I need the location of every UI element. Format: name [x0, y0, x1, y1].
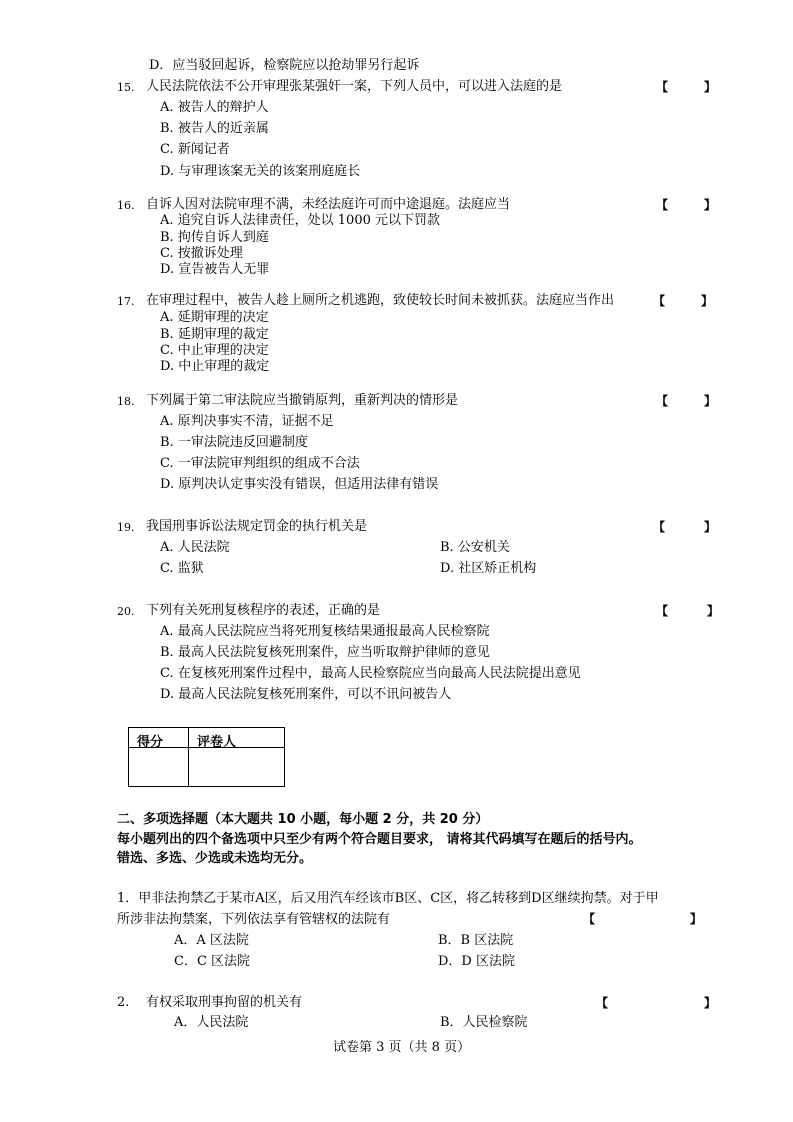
question-18-bracket-open: 【	[656, 394, 669, 408]
mc-question-2-option-b: B．人民检察院	[440, 1015, 528, 1030]
question-17-bracket-open: 【	[653, 294, 666, 308]
mc-question-2-bracket-open: 【	[596, 996, 609, 1010]
question-19-option-b: B. 公安机关	[440, 540, 510, 555]
question-17-bracket-close: 】	[701, 294, 714, 308]
question-20-option-b: B. 最高人民法院复核死刑案件，应当听取辩护律师的意见	[160, 645, 490, 660]
question-17-option-d: D. 中止审理的裁定	[160, 359, 270, 374]
score-table	[128, 727, 285, 787]
question-19-text: 我国刑事诉讼法规定罚金的执行机关是	[146, 519, 368, 534]
section-2-instruction-line2: 错选、多选、少选或未选均无分。	[117, 851, 313, 866]
question-17-text: 在审理过程中，被告人趁上厕所之机逃跑，致使较长时间未被抓获。法庭应当作出	[146, 293, 615, 308]
score-table-header-grader: 评卷人	[197, 735, 237, 750]
question-17-option-a: A. 延期审理的决定	[160, 310, 269, 325]
mc-question-1-line1: 1．甲非法拘禁乙于某市A区，后又用汽车经该市B区、C区，将乙转移到D区继续拘禁。对于甲	[117, 891, 659, 906]
question-19-bracket-open: 【	[653, 520, 666, 534]
question-18-number: 18.	[117, 395, 135, 408]
score-table-header-score: 得分	[137, 735, 164, 750]
question-16-option-b: B. 拘传自诉人到庭	[160, 230, 269, 245]
question-16-option-d: D. 宣告被告人无罪	[160, 262, 270, 277]
question-18-text: 下列属于第二审法院应当撤销原判，重新判决的情形是	[146, 393, 459, 408]
question-17-number: 17.	[117, 295, 135, 308]
question-19-option-a: A. 人民法院	[160, 540, 230, 555]
question-16-bracket-close: 】	[704, 198, 717, 212]
question-16-text: 自诉人因对法院审理不满，未经法庭许可而中途退庭。法庭应当	[146, 197, 511, 212]
question-17-option-c: C. 中止审理的决定	[160, 343, 269, 358]
question-18-option-c: C. 一审法院审判组织的组成不合法	[160, 456, 360, 471]
mc-question-1-option-c: C．C 区法院	[174, 954, 251, 969]
question-20-number: 20.	[117, 605, 135, 618]
question-15-bracket-close: 】	[704, 80, 717, 94]
question-20-bracket-close: 】	[707, 604, 720, 618]
question-15-text: 人民法院依法不公开审理张某强奸一案，下列人员中，可以进入法庭的是	[146, 79, 563, 94]
question-19-option-d: D. 社区矫正机构	[440, 561, 537, 576]
question-15-option-a: A. 被告人的辩护人	[160, 100, 269, 115]
question-18-bracket-close: 】	[704, 394, 717, 408]
mc-question-1-bracket-open: 【	[583, 912, 596, 926]
mc-question-1-option-b: B．B 区法院	[438, 933, 514, 948]
question-16-bracket-open: 【	[656, 198, 669, 212]
mc-question-1-line2: 所涉非法拘禁案，下列依法享有管辖权的法院有	[117, 912, 391, 927]
question-19-number: 19.	[117, 521, 135, 534]
section-2-heading: 二、多项选择题（本大题共 10 小题，每小题 2 分，共 20 分）	[117, 812, 489, 827]
mc-question-1-option-d: D．D 区法院	[438, 954, 515, 969]
section-2-instruction-line1: 每小题列出的四个备选项中只至少有两个符合题目要求， 请将其代码填写在题后的括号内。	[117, 832, 642, 847]
question-20-option-d: D. 最高人民法院复核死刑案件，可以不讯问被告人	[160, 687, 452, 702]
question-19-bracket-close: 】	[704, 520, 717, 534]
score-table-col-divider	[188, 728, 189, 786]
mc-question-2-number: 2.	[117, 995, 130, 1010]
question-15-bracket-open: 【	[656, 80, 669, 94]
mc-question-2-option-a: A．人民法院	[174, 1015, 249, 1030]
mc-question-2-bracket-close: 】	[704, 996, 717, 1010]
mc-question-1-option-a: A．A 区法院	[174, 933, 249, 948]
question-20-text: 下列有关死刑复核程序的表述，正确的是	[146, 603, 381, 618]
question-17-option-b: B. 延期审理的裁定	[160, 327, 269, 342]
page-footer: 试卷第 3 页（共 8 页）	[333, 1040, 471, 1055]
question-18-option-b: B. 一审法院违反回避制度	[160, 435, 308, 450]
question-16-option-a: A. 追究自诉人法律责任，处以 1000 元以下罚款	[160, 213, 441, 228]
prev-question-option-d: D．应当驳回起诉，检察院应以抢劫罪另行起诉	[149, 58, 420, 73]
question-18-option-d: D. 原判决认定事实没有错误，但适用法律有错误	[160, 477, 439, 492]
question-16-number: 16.	[117, 199, 135, 212]
mc-question-2-text: 有权采取刑事拘留的机关有	[146, 995, 303, 1010]
question-20-bracket-open: 【	[656, 604, 669, 618]
question-20-option-c: C. 在复核死刑案件过程中，最高人民检察院应当向最高人民法院提出意见	[160, 666, 581, 681]
question-15-option-c: C. 新闻记者	[160, 142, 230, 157]
question-15-option-b: B. 被告人的近亲属	[160, 121, 269, 136]
question-19-option-c: C. 监狱	[160, 561, 204, 576]
question-18-option-a: A. 原判决事实不清，证据不足	[160, 414, 334, 429]
question-20-option-a: A. 最高人民法院应当将死刑复核结果通报最高人民检察院	[160, 624, 490, 639]
question-16-option-c: C. 按撤诉处理	[160, 246, 243, 261]
question-15-number: 15.	[117, 81, 135, 94]
mc-question-1-bracket-close: 】	[690, 912, 703, 926]
question-15-option-d: D. 与审理该案无关的该案刑庭庭长	[160, 164, 361, 179]
